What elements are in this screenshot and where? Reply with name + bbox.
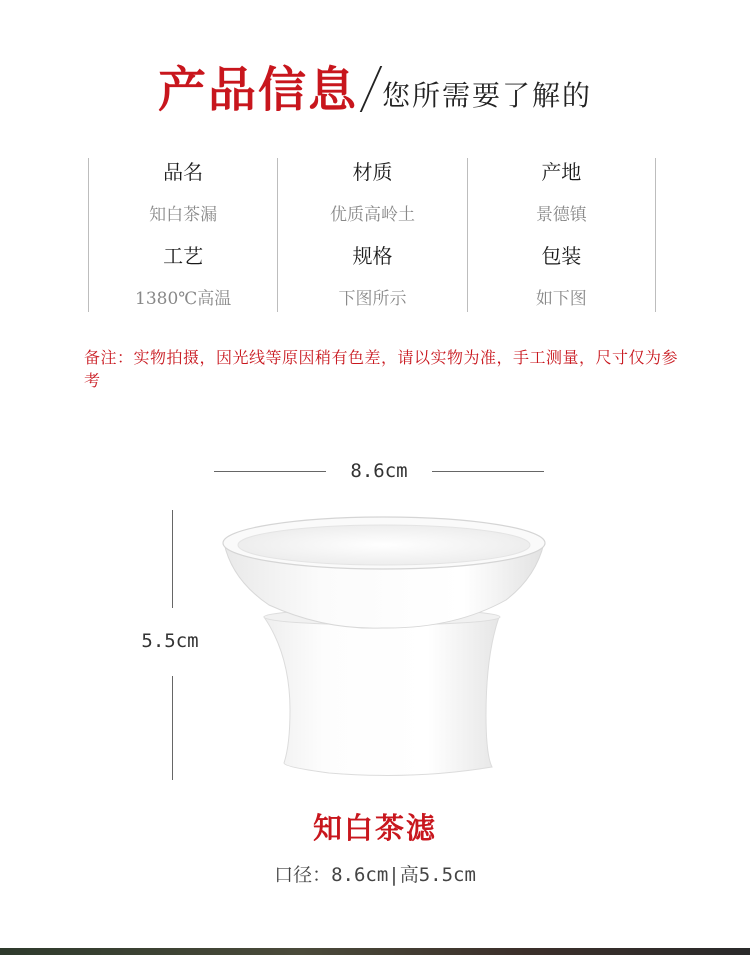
info-label-spec: 规格 xyxy=(352,244,393,268)
product-info-table xyxy=(88,158,656,310)
width-line-right xyxy=(432,471,544,472)
product-name: 知白茶滤 xyxy=(312,811,437,845)
height-line-top xyxy=(172,510,173,608)
info-label-origin: 产地 xyxy=(541,160,582,184)
info-value-spec: 下图所示 xyxy=(338,289,407,309)
info-label-packaging: 包装 xyxy=(541,244,582,268)
width-line-left xyxy=(214,471,326,472)
section-subtitle: 您所需要了解的 xyxy=(382,79,593,112)
info-column-origin xyxy=(467,158,656,312)
width-label: 8.6cm xyxy=(350,460,408,482)
info-value-material: 优质高岭土 xyxy=(329,205,415,225)
width-dimension xyxy=(214,458,544,484)
info-value-craft: 1380℃高温 xyxy=(135,289,232,309)
section-header xyxy=(0,52,750,118)
info-value-origin: 景德镇 xyxy=(535,205,587,225)
section-title: 产品信息 xyxy=(157,62,358,118)
height-label: 5.5cm xyxy=(141,630,199,652)
info-column-name xyxy=(88,158,277,312)
info-label-material: 材质 xyxy=(352,160,393,184)
title-divider-slash xyxy=(360,66,382,112)
product-size: 口径：8.6cm|高5.5cm xyxy=(274,864,476,886)
info-label-craft: 工艺 xyxy=(163,244,204,268)
height-line-bottom xyxy=(172,676,173,780)
tea-strainer-image xyxy=(214,505,554,790)
info-value-packaging: 如下图 xyxy=(535,289,587,309)
bottom-divider-strip xyxy=(0,948,750,955)
info-value-name: 知白茶漏 xyxy=(149,205,218,225)
info-column-material xyxy=(277,158,466,312)
disclaimer-note: 备注：实物拍摄，因光线等原因稍有色差，请以实物为准，手工测量，尺寸仅为参考 xyxy=(84,348,679,390)
height-dimension xyxy=(130,510,220,780)
info-label-name: 品名 xyxy=(163,160,204,184)
